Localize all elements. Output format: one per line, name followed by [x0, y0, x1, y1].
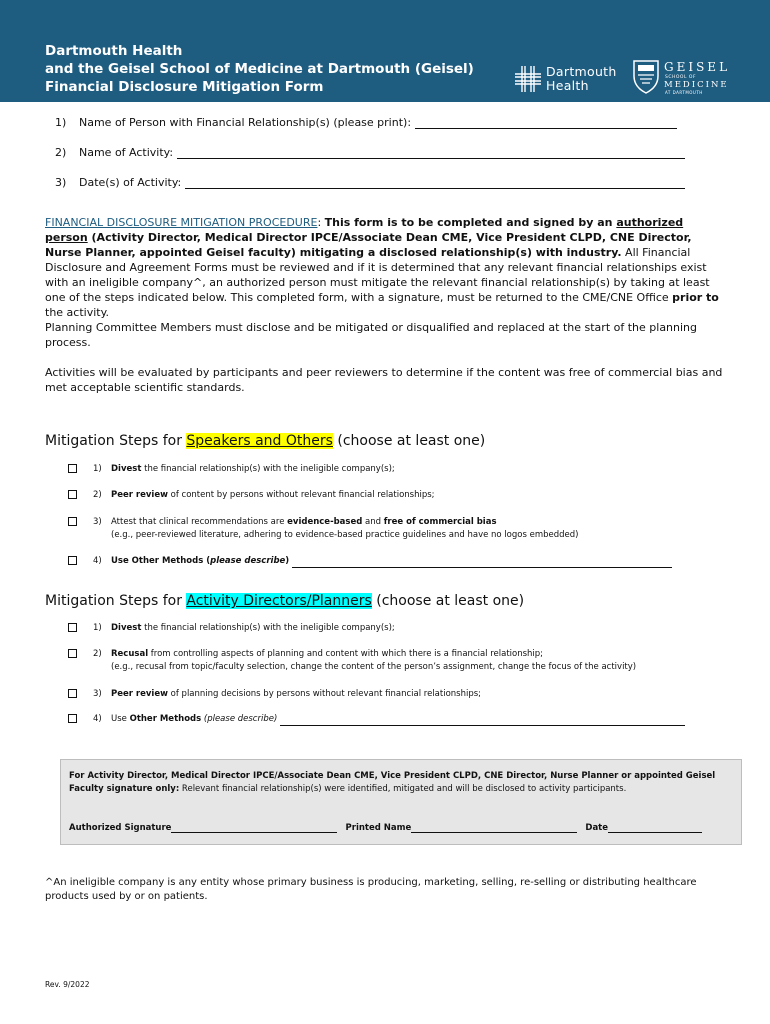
directors-step-1-checkbox[interactable]: [68, 623, 77, 632]
speakers-step-3-checkbox[interactable]: [68, 517, 77, 526]
step-number: 2): [93, 490, 102, 500]
authorized-person-text: authorized person: [45, 216, 684, 244]
directors-heading: [45, 593, 524, 609]
form-title: [45, 42, 474, 96]
activity-dates-input-line[interactable]: [185, 176, 685, 189]
signature-text: Relevant financial relationship(s) were identified, mitigated and will be disclosed to activity participants.: [179, 784, 627, 794]
step-line-2: (e.g., peer-reviewed literature, adhering to evidence-based practice guidelines and have no logos embedded): [111, 530, 579, 540]
geisel-sub2: MEDICINE: [664, 80, 729, 90]
step-text: from controlling aspects of planning and content with which there is a financial relationship;: [148, 649, 544, 659]
procedure-text-a: All Financial Disclosure and Agreement Forms must be reviewed and if it is determined that any relevant financial relationships exist with an ineligible company^, an authorized person must mitigate the relevant financial relationship(s) by taking at least one of the steps indicated below. This completed form, with a signature, must be returned to the CME/CNE Office: [45, 246, 710, 304]
step-bold: Peer review: [111, 490, 168, 500]
field-number: 2): [55, 146, 67, 159]
ineligible-company-footnote: ^An ineligible company is any entity whose primary business is producing, marketing, selling, re-selling or distributing healthcare products used by or on patients.: [45, 877, 697, 902]
directors-highlight: Activity Directors/Planners: [186, 593, 372, 609]
step-italic: please describe: [210, 556, 286, 566]
directors-step-1: [68, 622, 395, 635]
header-banner: [0, 0, 770, 102]
field-number: 3): [55, 176, 67, 189]
activity-name-input-line[interactable]: [177, 146, 685, 159]
title-line-1: Dartmouth Health: [45, 43, 183, 59]
step-bold: Recusal: [111, 649, 149, 659]
directors-step-2-checkbox[interactable]: [68, 649, 77, 658]
speakers-heading: [45, 433, 485, 449]
signature-line-row: [69, 822, 702, 833]
speakers-step-1: [68, 463, 395, 476]
signature-box: [60, 759, 742, 845]
field-number: 1): [55, 116, 67, 129]
procedure-paragraph: [45, 215, 725, 320]
date-input-line[interactable]: [608, 822, 702, 833]
revision-label: Rev. 9/2022: [45, 980, 90, 989]
heading-suffix: (choose at least one): [332, 433, 486, 449]
signature-statement: [69, 770, 735, 796]
geisel-shield-icon: [632, 58, 660, 94]
step-bold: Divest: [111, 464, 142, 474]
dartmouth-health-mark-icon: [513, 64, 543, 94]
speakers-step-4: [68, 555, 672, 568]
geisel-name: GEISEL: [664, 60, 731, 74]
step-bold-2: free of commercial bias: [383, 517, 497, 527]
directors-step-4: [68, 713, 685, 726]
step-text: Use: [111, 714, 130, 724]
field-person-name: [55, 116, 677, 129]
geisel-sub1: SCHOOL OF: [665, 75, 697, 80]
geisel-sub3: AT DARTMOUTH: [665, 90, 703, 95]
step-bold-end: ): [285, 556, 290, 566]
directors-other-method-input-line[interactable]: [280, 715, 685, 726]
authorized-signature-input-line[interactable]: [171, 822, 337, 833]
field-activity-dates: [55, 176, 685, 189]
geisel-logo: [632, 58, 742, 98]
title-line-2: and the Geisel School of Medicine at Dartmouth (Geisel): [45, 61, 474, 77]
step-number: 4): [93, 556, 102, 566]
heading-prefix: Mitigation Steps for: [45, 433, 187, 449]
speakers-highlight: Speakers and Others: [186, 433, 333, 449]
authorized-signature-label: Authorized Signature: [69, 823, 172, 833]
step-bold: Peer review: [111, 689, 168, 699]
step-bold: Use Other Methods (: [111, 556, 211, 566]
step-line-2: (e.g., recusal from topic/faculty selection, change the content of the person’s assignment, change the focus of the activity): [111, 662, 637, 672]
directors-step-2: [68, 648, 636, 674]
speakers-step-3: [68, 516, 578, 542]
title-line-3: Financial Disclosure Mitigation Form: [45, 79, 324, 95]
person-name-input-line[interactable]: [415, 116, 677, 129]
step-number: 3): [93, 689, 102, 699]
step-italic: (please describe): [203, 714, 278, 724]
step-mid: and: [362, 517, 384, 527]
procedure-bold-a: This form is to be completed and signed by an: [324, 216, 617, 229]
step-number: 1): [93, 623, 102, 633]
directors-step-3: [68, 688, 481, 701]
step-text: Attest that clinical recommendations are: [111, 517, 288, 527]
prior-to-text: prior to: [672, 291, 719, 304]
procedure-colon: :: [317, 216, 325, 229]
heading-suffix: (choose at least one): [371, 593, 525, 609]
field-activity-name: [55, 146, 685, 159]
step-number: 1): [93, 464, 102, 474]
speakers-step-4-checkbox[interactable]: [68, 556, 77, 565]
printed-name-input-line[interactable]: [411, 822, 577, 833]
step-number: 3): [93, 517, 102, 527]
speakers-step-2: [68, 489, 435, 502]
step-number: 4): [93, 714, 102, 724]
procedure-bold-b: (Activity Director, Medical Director IPCE/Associate Dean CME, Vice President CLPD, CNE Director, Nurse Planner, appointed Geisel faculty) mitigating a disclosed relationship(s) with industry.: [45, 231, 692, 259]
step-text: the financial relationship(s) with the ineligible company(s);: [141, 623, 395, 633]
heading-prefix: Mitigation Steps for: [45, 593, 187, 609]
logo-dh-line-1: Dartmouth: [546, 64, 617, 79]
field-label: Name of Activity:: [79, 146, 174, 159]
dartmouth-health-logo: [513, 62, 623, 94]
procedure-label: FINANCIAL DISCLOSURE MITIGATION PROCEDURE: [45, 216, 318, 229]
field-label: Date(s) of Activity:: [79, 176, 182, 189]
step-number: 2): [93, 649, 102, 659]
field-label: Name of Person with Financial Relationship(s) (please print):: [79, 116, 412, 129]
step-text: of content by persons without relevant financial relationships;: [167, 490, 435, 500]
printed-name-label: Printed Name: [345, 823, 412, 833]
step-bold: Divest: [111, 623, 142, 633]
speakers-other-method-input-line[interactable]: [292, 557, 672, 568]
directors-step-4-checkbox[interactable]: [68, 714, 77, 723]
date-label: Date: [585, 823, 609, 833]
signature-bold: For Activity Director, Medical Director IPCE/Associate Dean CME, Vice President CLPD, CNE Director, Nurse Planner or appointed Geisel Faculty signature only:: [69, 771, 716, 794]
speakers-step-2-checkbox[interactable]: [68, 490, 77, 499]
step-text: the financial relationship(s) with the ineligible company(s);: [141, 464, 395, 474]
planning-committee-paragraph: Planning Committee Members must disclose and be mitigated or disqualified and replaced at the start of the planning process.: [45, 321, 698, 349]
logo-dh-line-2: Health: [546, 78, 589, 93]
directors-step-3-checkbox[interactable]: [68, 689, 77, 698]
step-text: of planning decisions by persons without relevant financial relationships;: [167, 689, 482, 699]
speakers-step-1-checkbox[interactable]: [68, 464, 77, 473]
step-bold: Other Methods: [129, 714, 202, 724]
step-bold: evidence-based: [287, 517, 363, 527]
procedure-text-b: the activity.: [45, 306, 110, 319]
evaluation-paragraph: Activities will be evaluated by participants and peer reviewers to determine if the content was free of commercial bias and met acceptable scientific standards.: [45, 366, 723, 394]
